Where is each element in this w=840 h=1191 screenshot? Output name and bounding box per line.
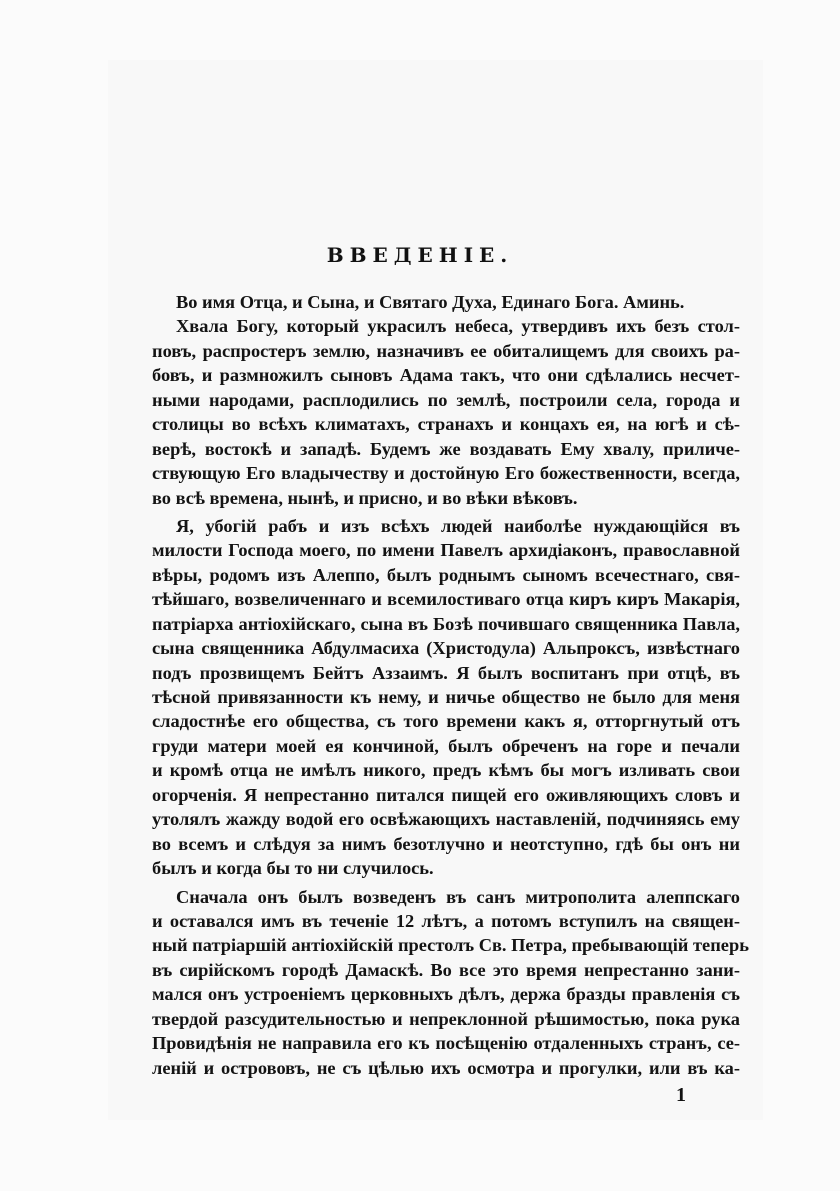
text-line: леній и острововъ, не съ цѣлью ихъ осмотра и прогулки, или въ ка- [152, 1057, 740, 1078]
text-line: повъ, распростеръ землю, назначивъ ее обиталищемъ для своихъ ра- [152, 340, 740, 361]
text-line: утолялъ жажду водой его освѣжающихъ наставленій, подчиняясь ему [152, 809, 740, 830]
text-line: бовъ, и размножилъ сыновъ Адама такъ, что они сдѣлались несчет- [152, 365, 740, 386]
text-line: верѣ, востокѣ и западѣ. Будемъ же воздавать Ему хвалу, приличе- [152, 438, 740, 459]
text-line: огорченія. Я непрестанно питался пищей его оживляющихъ словъ и [152, 784, 740, 805]
text-line: во всемъ и слѣдуя за нимъ безотлучно и неотступно, гдѣ бы онъ ни [152, 833, 740, 854]
paragraph [152, 314, 740, 510]
text-line: тѣйшаго, возвеличеннаго и всемилостиваго отца киръ киръ Макарія, [152, 589, 740, 610]
chapter-title: ВВЕДЕНІЕ. [326, 243, 514, 267]
text-line: былъ и когда бы то ни случилось. [152, 858, 434, 879]
paragraph [152, 885, 749, 1081]
text-line: вѣры, родомъ изъ Алеппо, былъ роднымъ сыномъ всечестнаго, свя- [152, 564, 740, 585]
body-text [152, 290, 749, 1080]
text-line: въ сирійскомъ городѣ Дамаскѣ. Во все это время непрестанно зани- [152, 959, 740, 980]
text-line: Я, убогій рабъ и изъ всѣхъ людей наиболѣе нуждающійся въ [176, 515, 740, 536]
text-line: ный патріаршій антіохійскій престолъ Св. Петра, пребывающій теперь [152, 935, 749, 956]
text-line: подъ прозвищемъ Бейтъ Аззаимъ. Я былъ воспитанъ при отцѣ, въ [152, 662, 740, 683]
text-line: ными народами, расплодились по землѣ, построили села, города и [152, 389, 740, 410]
text-line: милости Господа моего, по имени Павелъ архидіаконъ, православной [152, 540, 740, 561]
text-line: Провидѣнія не направила его къ посѣщенію отдаленныхъ странъ, се- [152, 1033, 740, 1054]
text-line: груди матери моей ея кончиной, былъ обреченъ на горе и печали [152, 735, 740, 756]
paragraph [152, 514, 740, 881]
text-line: сына священника Абдулмасиха (Христодула) Альпроксъ, извѣстнаго [152, 638, 740, 659]
text-line: мался онъ устроеніемъ церковныхъ дѣлъ, держа бразды правленія съ [152, 984, 740, 1005]
text-line: ствующую Его владычеству и достойную Его божественности, всегда, [152, 463, 740, 484]
text-line: патріарха антіохійскаго, сына въ Бозѣ почившаго священника Павла, [152, 613, 740, 634]
page-number: 1 [676, 1084, 686, 1106]
text-line: и кромѣ отца не имѣлъ никого, предъ кѣмъ бы могъ изливать свои [152, 760, 740, 781]
text-line: тѣсной привязанности къ нему, и ничье общество не было для меня [152, 687, 740, 707]
text-line: во всѣ времена, нынѣ, и присно, и во вѣки вѣковъ. [152, 487, 578, 508]
text-line: Хвала Богу, который украсилъ небеса, утвердивъ ихъ безъ стол- [176, 316, 740, 337]
text-line: твердой разсудительностью и непреклонной рѣшимостью, пока рука [152, 1008, 740, 1029]
text-line: столицы во всѣхъ климатахъ, странахъ и концахъ ея, на югѣ и сѣ- [152, 414, 740, 435]
text-line: Сначала онъ былъ возведенъ въ санъ митрополита алеппскаго [176, 886, 740, 907]
text-line: и оставался имъ въ теченіе 12 лѣтъ, а потомъ вступилъ на священ- [152, 910, 740, 931]
text-line: сладостнѣе его общества, съ того времени какъ я, отторгнутый отъ [152, 711, 740, 732]
paragraph [152, 290, 740, 314]
text-line: Во имя Отца, и Сына, и Святаго Духа, Единаго Бога. Аминь. [176, 292, 685, 312]
